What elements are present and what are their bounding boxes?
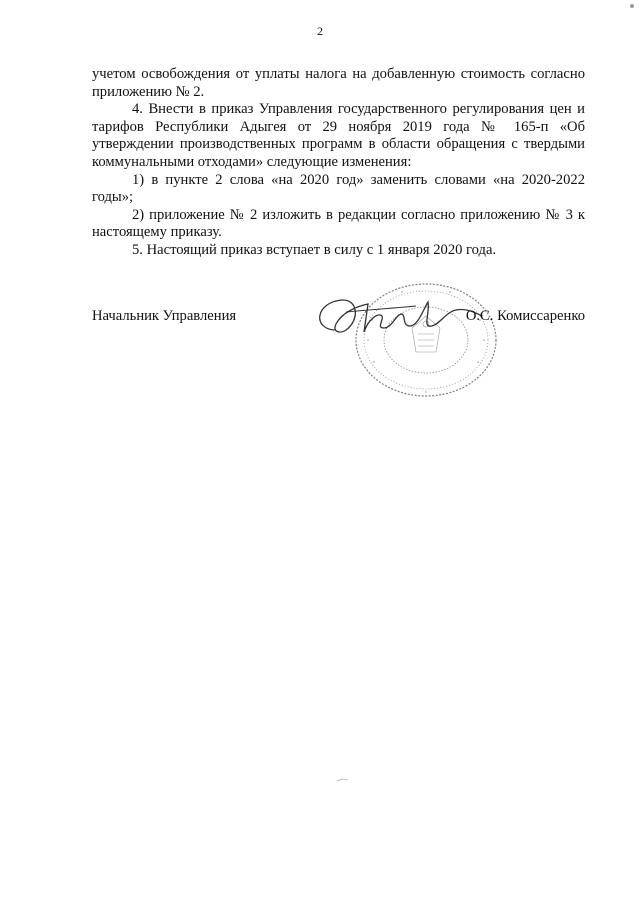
paragraph-item-4: 4. Внести в приказ Управления государственного регулирования цен и тарифов Республики Адыгея от 29 ноября 2019 года № 165-п «Об утверждении производственных программ в области обращения с твердыми коммунальными отходами» следующие изменения: — [92, 101, 585, 170]
paragraph-continuation: учетом освобождения от уплаты налога на добавленную стоимость согласно приложению № 2. — [92, 66, 585, 100]
signatory-name: О.С. Комиссаренко — [465, 308, 585, 324]
paragraph-item-5: 5. Настоящий приказ вступает в силу с 1 января 2020 года. — [132, 241, 497, 258]
paragraph-subitem-2: 2) приложение № 2 изложить в редакции согласно приложению № 3 к настоящему приказу. — [92, 206, 585, 241]
document-body — [92, 66, 585, 260]
signatory-position: Начальник Управления — [92, 308, 237, 324]
scan-corner-mark — [630, 4, 634, 8]
signature-block — [92, 308, 585, 338]
scan-artifact — [336, 778, 350, 782]
paragraph-subitem-1: 1) в пункте 2 слова «на 2020 год» заменить словами «на 2020-2022 годы»; — [92, 171, 585, 206]
page-number: 2 — [317, 24, 323, 38]
